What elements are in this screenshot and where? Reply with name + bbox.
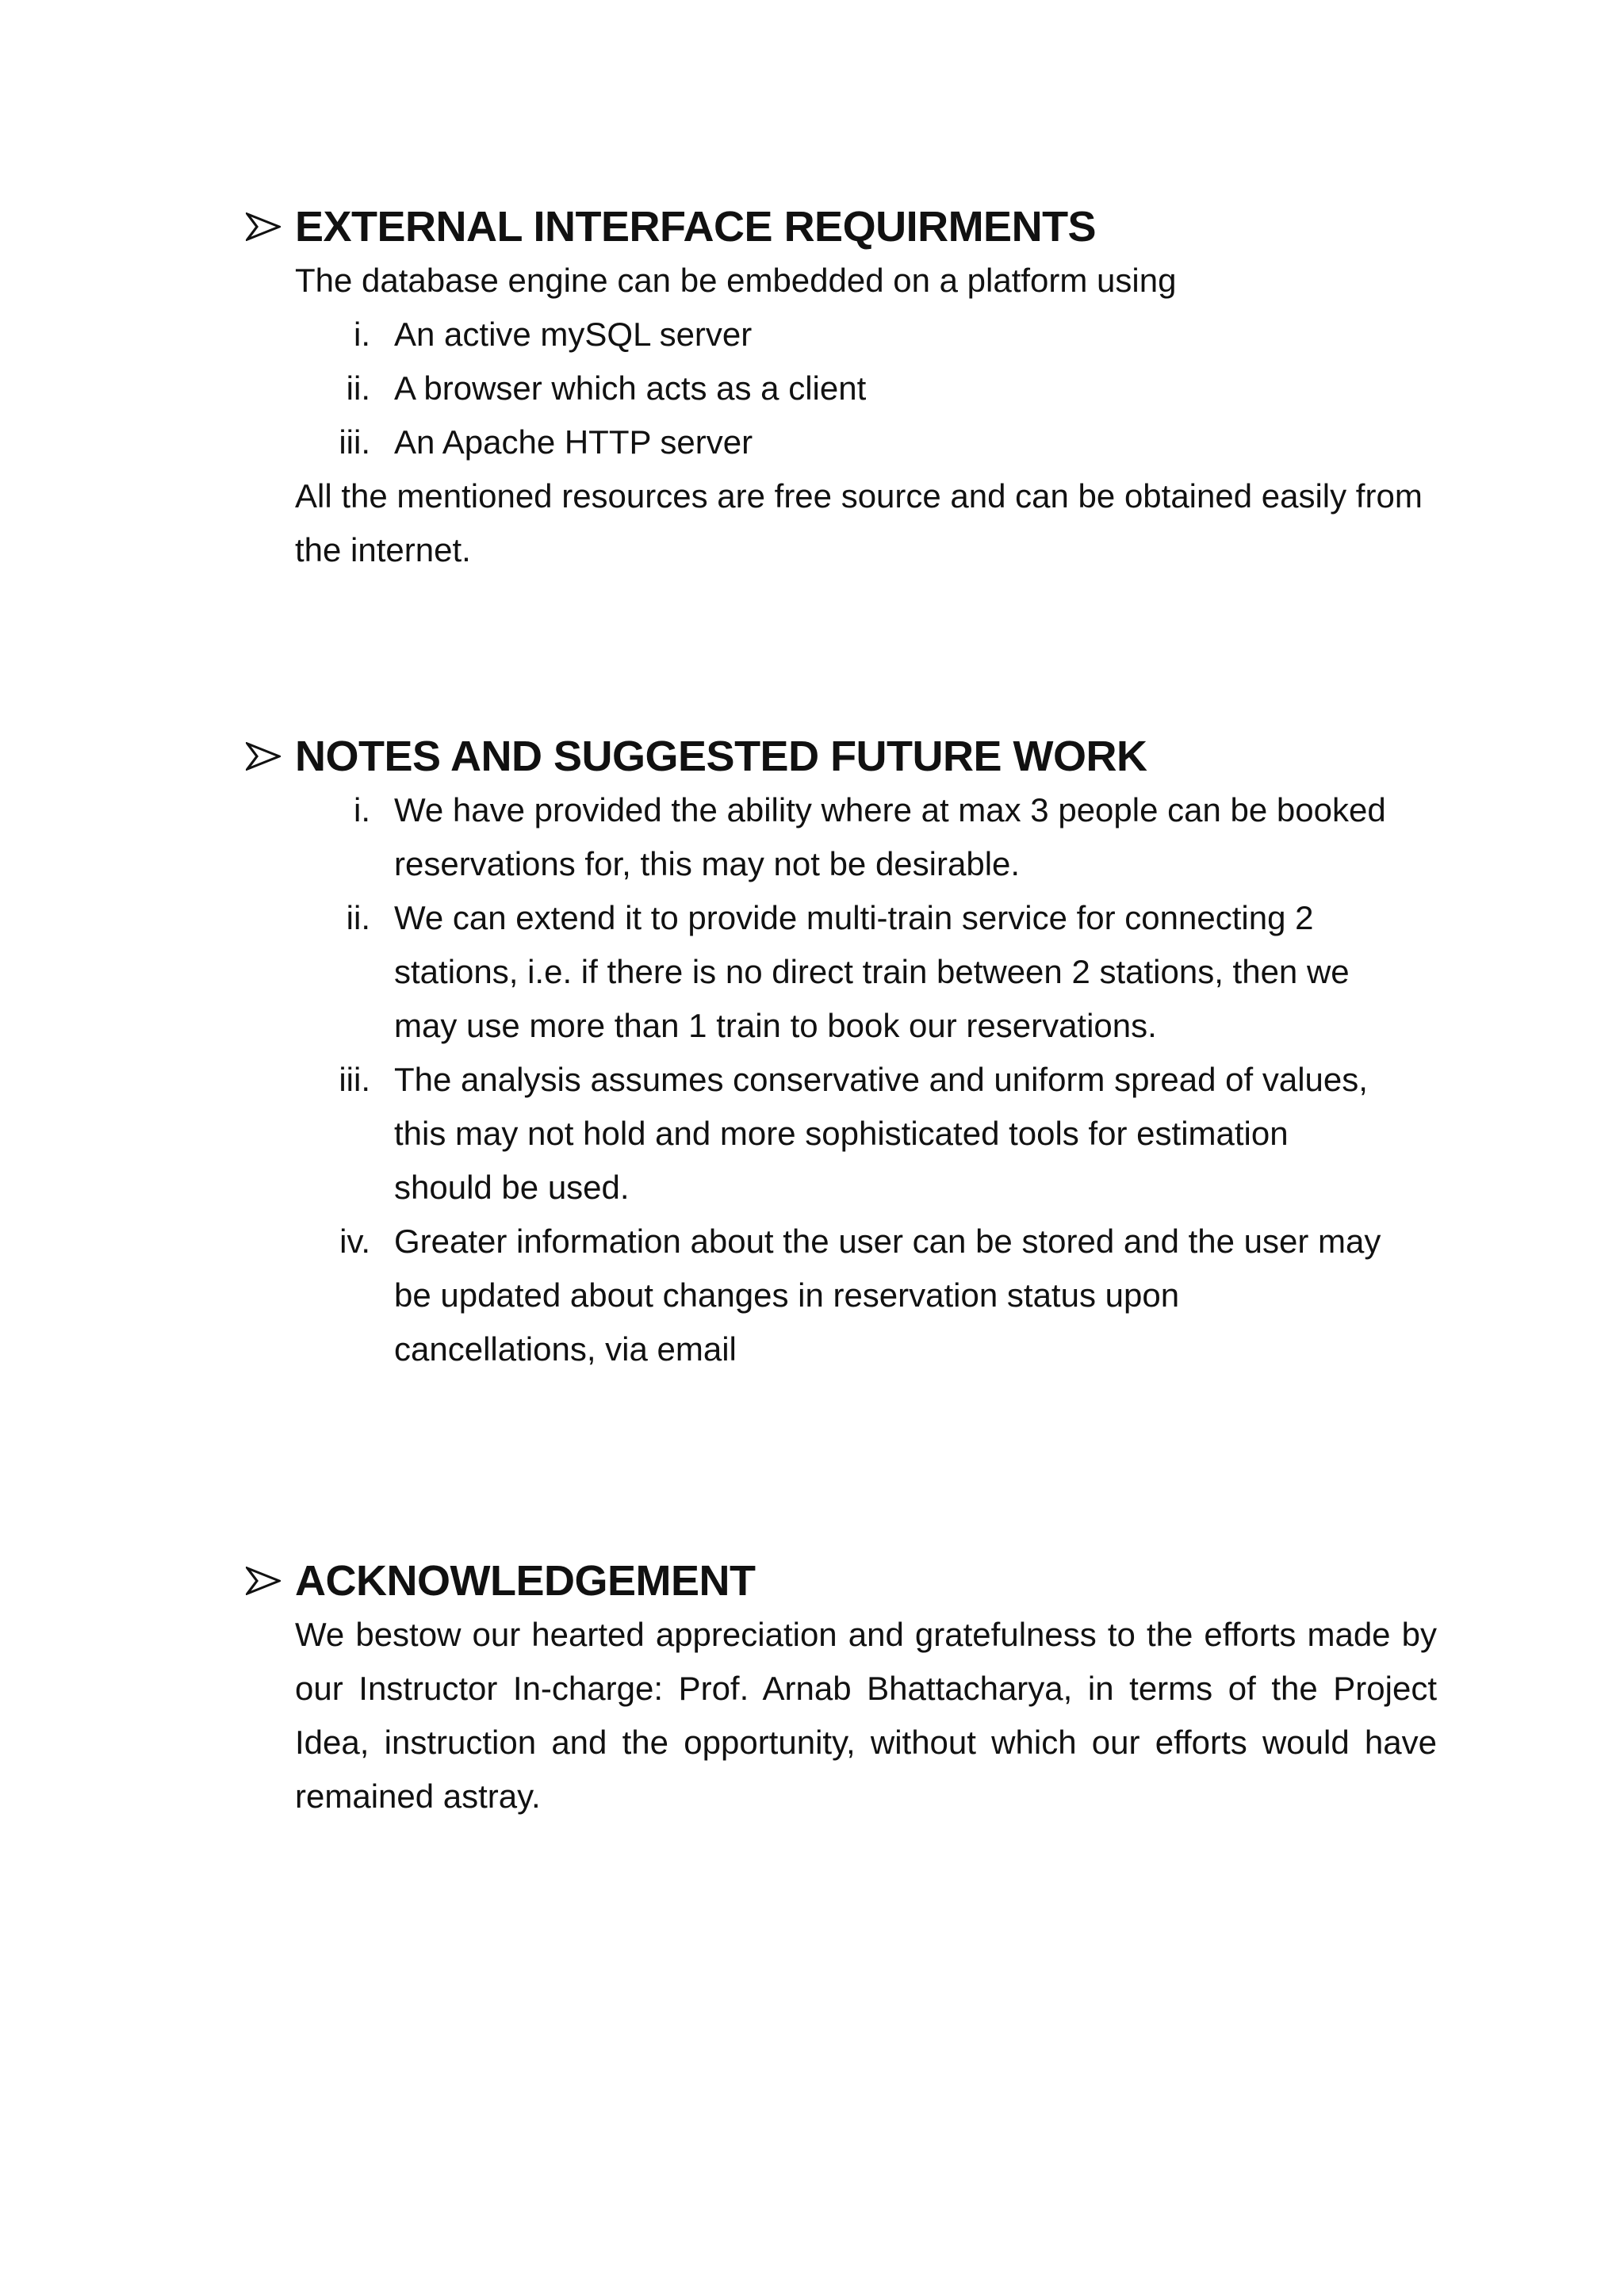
- acknowledgement-paragraph: We bestow our hearted appreciation and gratefulness to the efforts made by our Instructor In-charge: Prof. Arnab Bhattacharya, in terms of the Project Idea, instruction and the opportunity, without which our efforts would have remained astray.: [295, 1616, 1437, 1815]
- list-item: [246, 308, 1388, 362]
- list-item-text: Greater information about the user can be stored and the user may be updated about changes in reservation status upon cancellations, via email: [394, 1223, 1381, 1368]
- arrow-bullet-icon: [246, 742, 281, 771]
- list-item-text: The analysis assumes conservative and uniform spread of values, this may not hold and more sophisticated tools for estimation should be used.: [394, 1061, 1368, 1206]
- arrow-bullet-icon: [246, 1567, 281, 1595]
- list-item-text: An active mySQL server: [394, 316, 753, 353]
- list-item-number: i.: [354, 791, 370, 828]
- intro-paragraph: The database engine can be embedded on a platform using: [295, 262, 1177, 299]
- list-item: [246, 783, 1388, 891]
- requirements-list: [246, 308, 1435, 469]
- list-item-text: An Apache HTTP server: [394, 423, 753, 461]
- list-item: [246, 891, 1388, 1053]
- list-item-number: iii.: [339, 423, 370, 461]
- list-item-number: i.: [354, 316, 370, 353]
- outro-paragraph: All the mentioned resources are free source and can be obtained easily from the internet.: [295, 477, 1423, 568]
- list-item-number: ii.: [346, 369, 370, 407]
- section-notes-future-work: [246, 729, 1435, 1376]
- section-external-interface: [246, 200, 1435, 577]
- list-item: [246, 1053, 1388, 1215]
- notes-list: [246, 783, 1435, 1376]
- list-item: [246, 415, 1388, 469]
- heading-text: ACKNOWLEDGEMENT: [295, 1557, 756, 1605]
- section-heading: [246, 1554, 1435, 1608]
- list-item-text: A browser which acts as a client: [394, 369, 867, 407]
- section-acknowledgement: [246, 1554, 1435, 1823]
- list-item: [246, 362, 1388, 415]
- list-item-number: iii.: [339, 1061, 370, 1098]
- heading-text: NOTES AND SUGGESTED FUTURE WORK: [295, 733, 1147, 780]
- list-item: [246, 1215, 1388, 1376]
- heading-text: EXTERNAL INTERFACE REQUIRMENTS: [295, 203, 1097, 251]
- list-item-number: ii.: [346, 899, 370, 936]
- list-item-text: We can extend it to provide multi-train service for connecting 2 stations, i.e. if there is no direct train between 2 stations, then we may use more than 1 train to book our reservations.: [394, 899, 1350, 1044]
- section-heading: [246, 200, 1435, 254]
- list-item-number: iv.: [339, 1223, 370, 1260]
- list-item-text: We have provided the ability where at max 3 people can be booked reservations for, this may not be desirable.: [394, 791, 1386, 882]
- arrow-bullet-icon: [246, 212, 281, 241]
- section-heading: [246, 729, 1435, 783]
